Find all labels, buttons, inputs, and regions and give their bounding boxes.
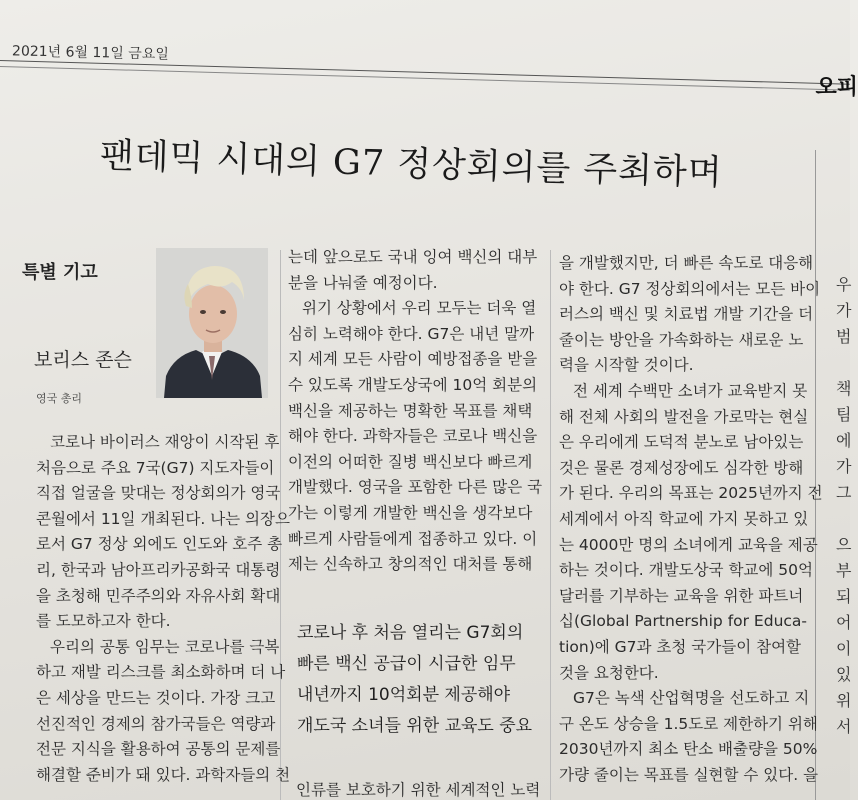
- text-line: 이전의 어떠한 질병 백신보다 빠르게: [288, 452, 533, 471]
- text-line: [836, 506, 856, 532]
- text-line: 을 초청해 민주주의와 자유사회 확대: [36, 586, 281, 605]
- text-line: 빠른 백신 공급이 시급한 임무: [297, 654, 516, 674]
- text-line: 는데 앞으로도 국내 잉여 백신의 대부: [288, 248, 538, 266]
- text-line: 부: [836, 561, 852, 580]
- text-line: 백신을 제공하는 명확한 목표를 채택: [288, 401, 533, 420]
- text-line: 코로나 후 처음 열리는 G7회의: [297, 623, 524, 643]
- text-line: 가: [836, 301, 852, 320]
- text-line: 서: [836, 717, 852, 736]
- text-line: 우: [836, 275, 852, 294]
- masthead-rule-secondary: [0, 66, 850, 91]
- text-line: 개도국 소녀들 위한 교육도 중요: [297, 716, 533, 736]
- next-article-column-fragment: [836, 272, 856, 740]
- text-line: 에: [836, 431, 852, 450]
- article-column-1: [36, 430, 291, 788]
- text-line: 어: [836, 613, 852, 632]
- text-line: 으: [836, 535, 852, 554]
- text-line: 내년까지 10억회분 제공해야: [297, 685, 511, 705]
- text-line: 러스의 백신 및 치료법 개발 기간을 더: [559, 305, 814, 324]
- text-line: 력을 시작할 것이다.: [559, 356, 694, 375]
- text-line: 해야 한다. 과학자들은 코로나 백신을: [288, 427, 538, 446]
- author-photo: [156, 248, 268, 398]
- text-line: 달러를 기부하는 교육을 위한 파트너: [559, 586, 804, 605]
- text-line: 이: [836, 639, 852, 658]
- text-line: 은 세상을 만드는 것이다. 가장 크고: [36, 688, 276, 707]
- text-line: 가 된다. 우리의 목표는 2025년까지 전: [559, 484, 823, 503]
- masthead-rule: [0, 60, 850, 85]
- right-column-rule: [815, 150, 816, 800]
- text-line: 코로나 바이러스 재앙이 시작된 후: [50, 433, 280, 451]
- text-line: 팀: [836, 405, 852, 424]
- text-line: 은 우리에게 도덕적 분노로 남아있는: [559, 433, 804, 452]
- text-line: 것은 물론 경제성장에도 심각한 방해: [559, 458, 804, 477]
- headline: 팬데믹 시대의 G7 정상회의를 주최하며: [99, 136, 724, 194]
- text-line: 수 있도록 개발도상국에 10억 회분의: [288, 375, 538, 394]
- text-line: 해 전체 사회의 발전을 가로막는 현실: [559, 407, 809, 426]
- text-line: 가는 이렇게 개발한 백신을 생각보다: [288, 503, 533, 522]
- text-line: 줄이는 방안을 가속화하는 새로운 노: [559, 330, 804, 349]
- text-line: 리, 한국과 남아프리카공화국 대통령: [36, 560, 281, 579]
- text-line: 는 4000만 명의 소녀에게 교육을 제공: [559, 535, 818, 554]
- text-line: 심히 노력해야 한다. G7은 내년 말까: [288, 324, 535, 343]
- text-line: 전 세계 수백만 소녀가 교육받지 못: [573, 381, 808, 400]
- text-line: 야 한다. G7 정상회의에서는 모든 바이: [559, 279, 821, 298]
- text-line: 을 개발했지만, 더 빠른 속도로 대응해: [559, 254, 814, 272]
- text-line: 십(Global Partnership for Educa-: [559, 612, 808, 631]
- text-line: 책: [836, 379, 852, 398]
- text-line: 하고 재발 리스크를 최소화하며 더 나: [36, 663, 286, 682]
- pull-quote: [297, 618, 557, 742]
- text-line: 해결할 준비가 돼 있다. 과학자들의 천: [36, 765, 291, 784]
- masthead-section-label: 오피: [815, 75, 858, 100]
- text-line: 빠르게 사람들에게 접종하고 있다. 이: [288, 529, 538, 548]
- text-line: 있: [836, 665, 852, 684]
- text-line: 위기 상황에서 우리 모두는 더욱 열: [302, 299, 537, 318]
- text-line: 범: [836, 327, 852, 346]
- author-portrait-image: [156, 248, 268, 398]
- text-line: 처음으로 주요 7국(G7) 지도자들이: [36, 458, 275, 477]
- text-line: 지 세계 모든 사람이 예방접종을 받을: [288, 350, 538, 369]
- text-line: 콘월에서 11일 개최된다. 나는 의장으: [36, 509, 290, 528]
- text-line: 가량 줄이는 목표를 실현할 수 있다. 을: [559, 765, 819, 784]
- text-line: 로서 G7 정상 외에도 인도와 호주 총: [36, 535, 283, 554]
- text-line: 2030년까지 최소 탄소 배출량을 50%: [559, 740, 818, 759]
- text-line: [836, 350, 856, 376]
- text-line: 하는 것이다. 개발도상국 학교에 50억: [559, 561, 813, 580]
- text-line: 되: [836, 587, 852, 606]
- text-line: 위: [836, 691, 852, 710]
- author-title: 영국 총리: [36, 392, 83, 405]
- text-line: 우리의 공통 임무는 코로나를 극복: [50, 637, 280, 656]
- text-line: 전문 지식을 활용하여 공통의 문제를: [36, 740, 281, 759]
- text-line: 를 도모하고자 한다.: [36, 612, 171, 631]
- text-line: 것을 요청한다.: [559, 663, 659, 682]
- text-line: tion)에 G7과 초청 국가들이 참여할: [559, 637, 802, 656]
- article-column-2-continuation: 인류를 보호하기 위한 세계적인 노력: [296, 781, 541, 799]
- text-line: 가: [836, 457, 852, 476]
- article-column-2: [288, 245, 543, 578]
- author-name: 보리스 존슨: [34, 349, 132, 371]
- masthead-date: 2021년 6월 11일 금요일: [11, 43, 169, 63]
- text-line: 직접 얼굴을 맞대는 정상회의가 영국: [36, 484, 281, 503]
- text-line: 개발했다. 영국을 포함한 다른 많은 국: [288, 478, 543, 497]
- article-column-3: [559, 251, 823, 788]
- text-line: 구 온도 상승을 1.5도로 제한하기 위해: [559, 714, 818, 733]
- text-line: 그: [836, 483, 852, 502]
- byline-tag: 특별 기고: [22, 262, 98, 283]
- text-line: 제는 신속하고 창의적인 대처를 통해: [288, 555, 533, 574]
- text-line: 선진적인 경제의 참가국들은 역량과: [36, 714, 276, 733]
- text-line: 세계에서 아직 학교에 가지 못하고 있: [559, 509, 809, 528]
- text-line: G7은 녹색 산업혁명을 선도하고 지: [573, 689, 810, 708]
- text-line: 분을 나눠줄 예정이다.: [288, 273, 438, 292]
